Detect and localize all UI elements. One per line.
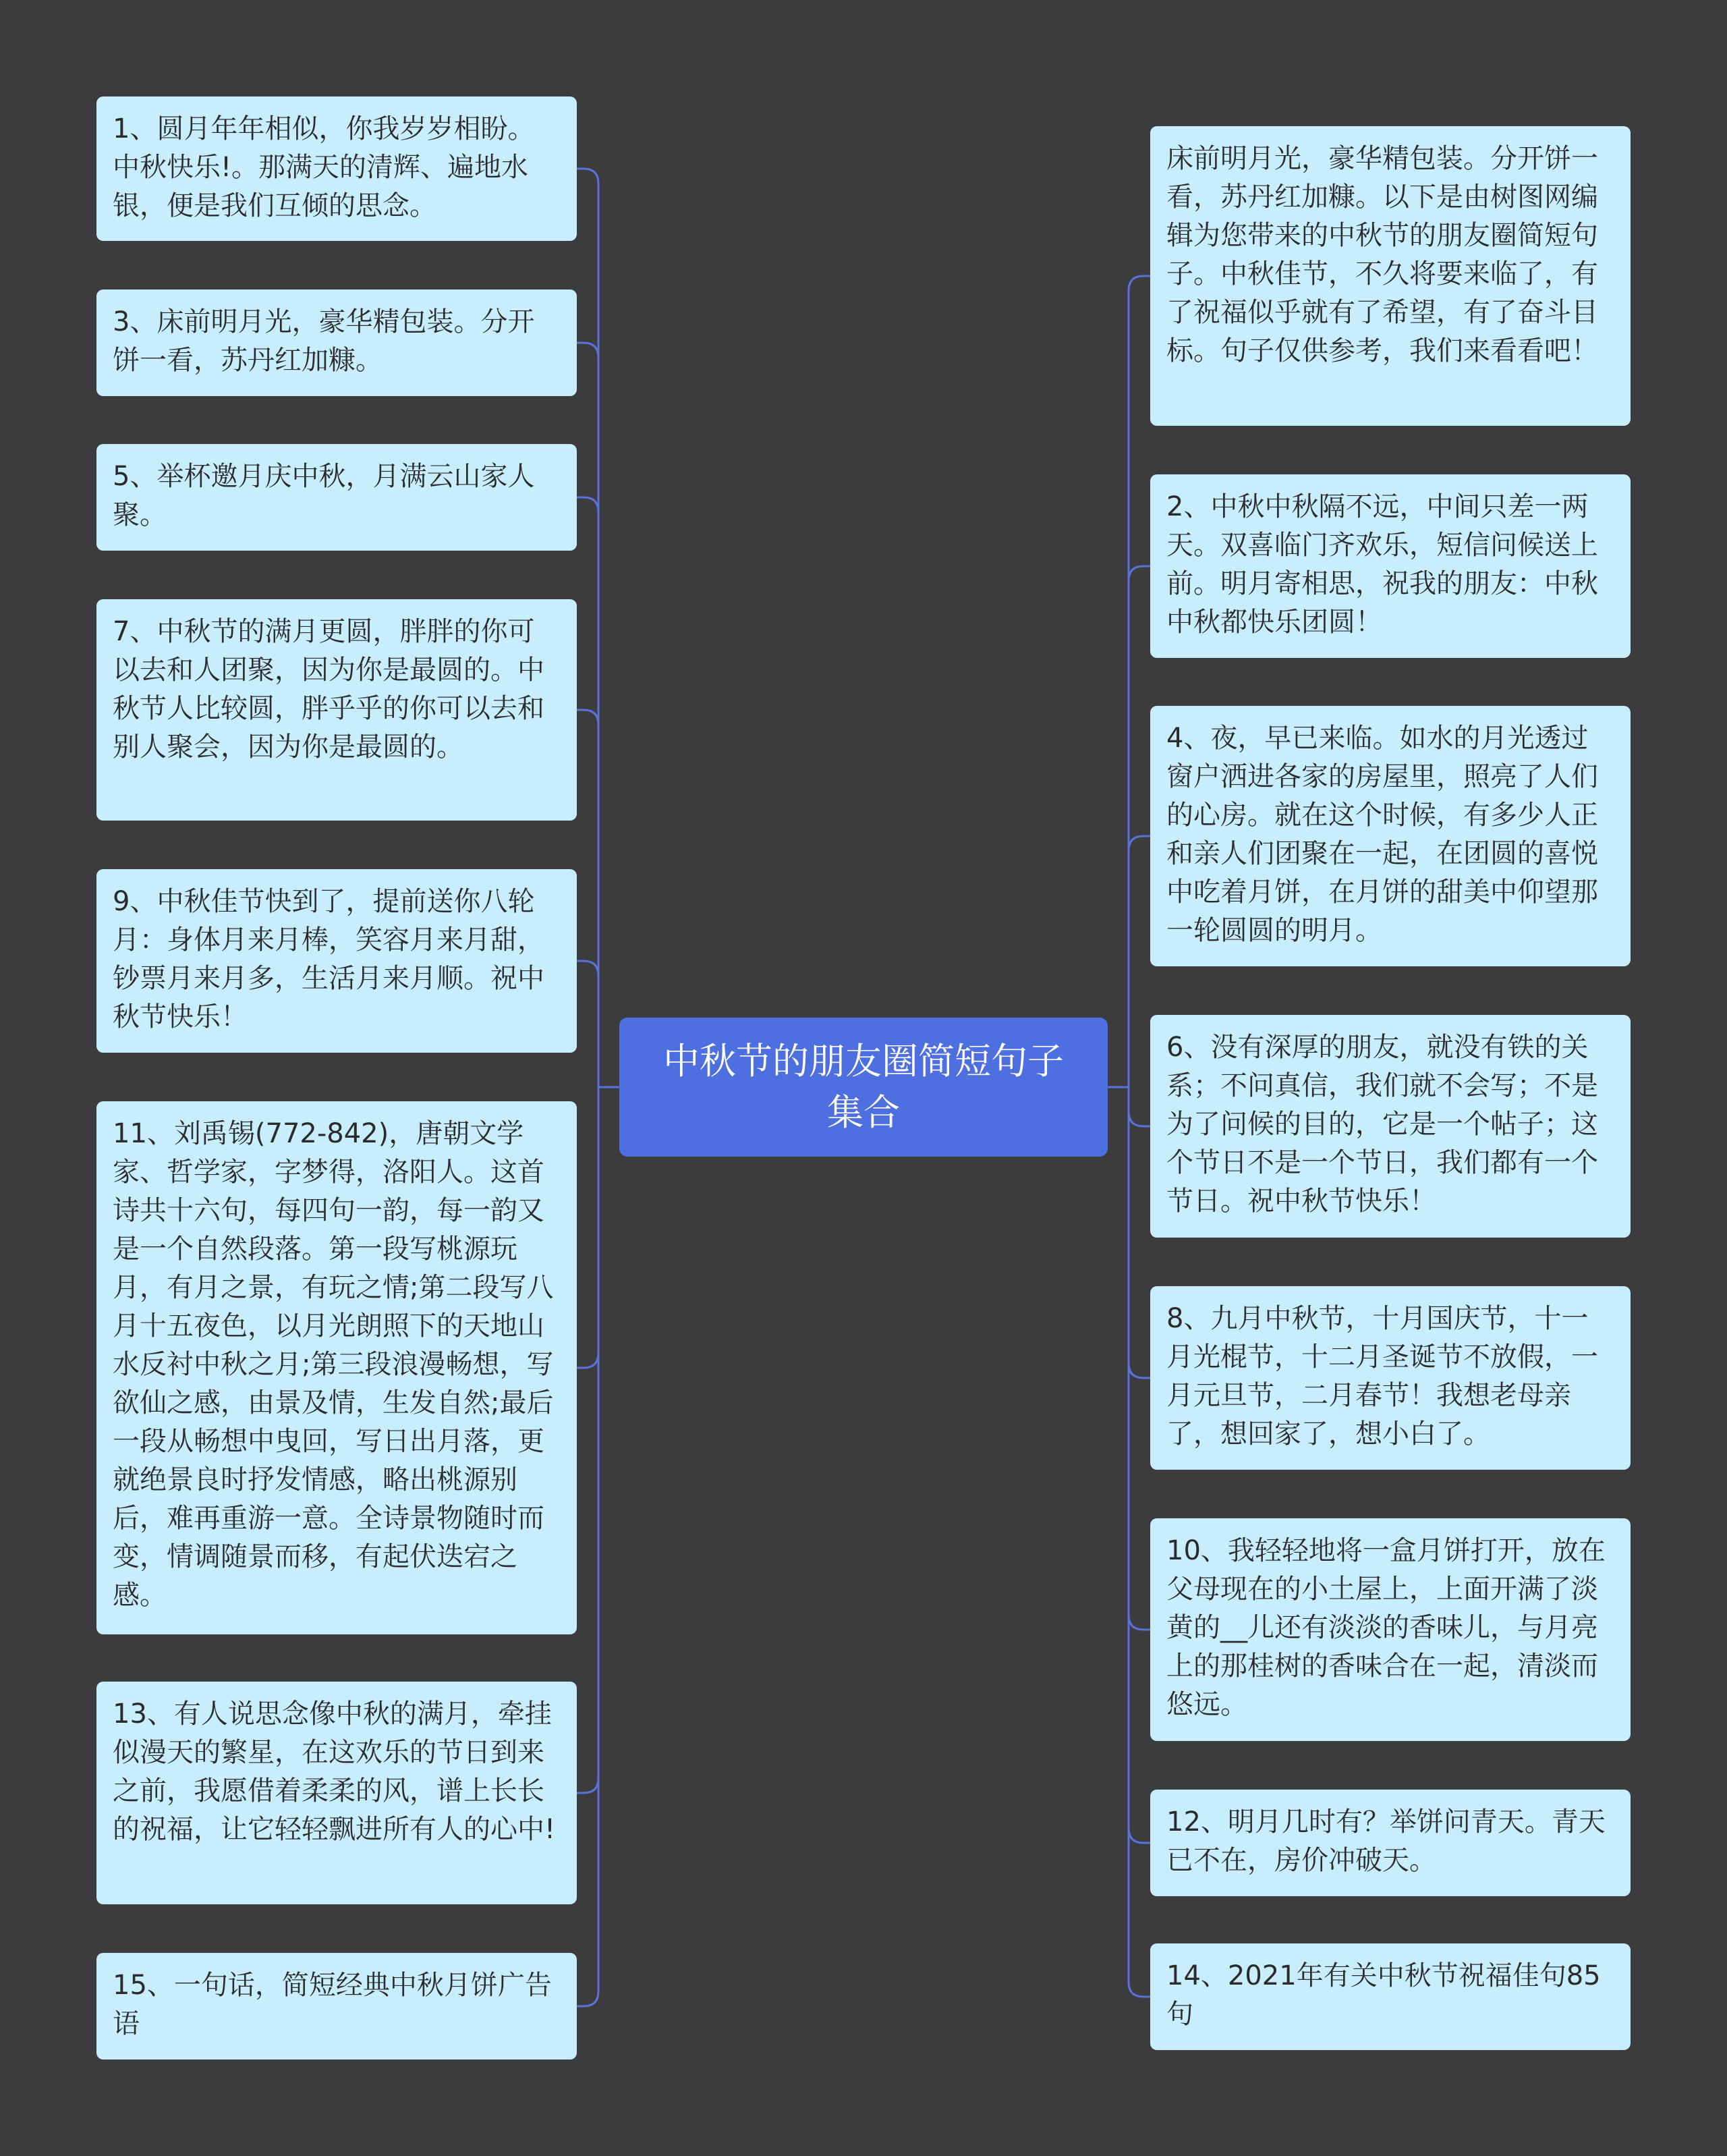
node-text: 14、2021年有关中秋节祝福佳句85句 xyxy=(1166,1960,1601,2030)
connector-left-2 xyxy=(577,497,598,1087)
node-text: 4、夜，早已来临。如水的月光透过窗户洒进各家的房屋里，照亮了人们的心房。就在这个时候，有多少人正和亲人们团聚在一起，在团圆的喜悦中吃着月饼，在月饼的甜美中仰望那一轮圆圆的明月。 xyxy=(1166,723,1598,946)
connector-right-7 xyxy=(1129,1087,1150,1997)
left-node-3[interactable] xyxy=(96,289,577,396)
right-node-intro[interactable] xyxy=(1150,126,1631,426)
node-text: 3、床前明月光，豪华精包装。分开饼一看，苏丹红加糠。 xyxy=(113,306,535,376)
node-text: 6、没有深厚的朋友，就没有铁的关系；不问真信，我们就不会写；不是为了问候的目的，它是一个帖子；这个节日不是一个节日，我们都有一个节日。祝中秋节快乐！ xyxy=(1166,1032,1598,1217)
left-node-11[interactable] xyxy=(96,1101,577,1634)
connector-right-4 xyxy=(1129,1087,1150,1378)
connector-right-1 xyxy=(1129,566,1150,1087)
left-node-1[interactable] xyxy=(96,96,577,241)
central-topic[interactable] xyxy=(619,1018,1108,1157)
right-node-2[interactable] xyxy=(1150,474,1631,658)
connector-left-7 xyxy=(577,1087,598,2006)
left-node-9[interactable] xyxy=(96,869,577,1053)
node-text: 9、中秋佳节快到了，提前送你八轮月：身体月来月棒，笑容月来月甜，钞票月来月多，生活月来月顺。祝中秋节快乐！ xyxy=(113,886,544,1032)
right-node-8[interactable] xyxy=(1150,1286,1631,1470)
node-text: 5、举杯邀月庆中秋，月满云山家人聚。 xyxy=(113,461,535,530)
connector-right-2 xyxy=(1129,836,1150,1087)
connector-left-6 xyxy=(577,1087,598,1793)
node-text: 1、圆月年年相似，你我岁岁相盼。中秋快乐!。那满天的清辉、遍地水银，便是我们互倾的思念。 xyxy=(113,113,535,221)
node-text: 12、明月几时有？举饼问青天。青天已不在，房价冲破天。 xyxy=(1166,1806,1606,1876)
connector-left-5 xyxy=(577,1087,598,1368)
connector-right-0 xyxy=(1129,276,1150,1087)
connector-left-4 xyxy=(577,961,598,1087)
connector-left-3 xyxy=(577,710,598,1087)
left-node-13[interactable] xyxy=(96,1682,577,1904)
connector-right-5 xyxy=(1129,1087,1150,1630)
node-text: 15、一句话，简短经典中秋月饼广告语 xyxy=(113,1970,552,2039)
node-text: 7、中秋节的满月更圆，胖胖的你可以去和人团聚，因为你是最圆的。中秋节人比较圆，胖乎乎的你可以去和别人聚会，因为你是最圆的。 xyxy=(113,616,544,763)
right-node-12[interactable] xyxy=(1150,1790,1631,1896)
connector-right-3 xyxy=(1129,1087,1150,1126)
connector-left-0 xyxy=(577,169,598,1087)
right-node-4[interactable] xyxy=(1150,706,1631,966)
right-node-10[interactable] xyxy=(1150,1518,1631,1741)
node-text: 床前明月光，豪华精包装。分开饼一看，苏丹红加糠。以下是由树图网编辑为您带来的中秋节的朋友圈简短句子。中秋佳节，不久将要来临了，有了祝福似乎就有了希望，有了奋斗目标。句子仅供参考，我们来看看吧！ xyxy=(1166,143,1598,366)
left-node-7[interactable] xyxy=(96,599,577,821)
right-node-14[interactable] xyxy=(1150,1943,1631,2050)
left-node-15[interactable] xyxy=(96,1953,577,2060)
left-node-5[interactable] xyxy=(96,444,577,551)
central-topic-label: 中秋节的朋友圈简短句子集合 xyxy=(663,1040,1064,1134)
node-text: 13、有人说思念像中秋的满月，牵挂似漫天的繁星，在这欢乐的节日到来之前，我愿借着柔柔的风，谱上长长的祝福，让它轻轻飘进所有人的心中! xyxy=(113,1698,556,1845)
node-text: 11、刘禹锡(772-842)，唐朝文学家、哲学家，字梦得，洛阳人。这首诗共十六句，每四句一韵，每一韵又是一个自然段落。第一段写桃源玩月，有月之景，有玩之情;第二段写八月十五夜色，以月光朗照下的天地山水反衬中秋之月;第三段浪漫畅想，写欲仙之感，由景及情，生发自然;最后一段从畅想中曳回，写日出月落，更就绝景良时抒发情感，略出桃源别后，难再重游一意。全诗景物随时而变，情调随景而移，有起伏迭宕之感。 xyxy=(113,1118,554,1611)
right-node-6[interactable] xyxy=(1150,1015,1631,1238)
node-text: 2、中秋中秋隔不远，中间只差一两天。双喜临门齐欢乐，短信问候送上前。明月寄相思，祝我的朋友：中秋中秋都快乐团圆！ xyxy=(1166,491,1598,638)
node-text: 8、九月中秋节，十月国庆节，十一月光棍节，十二月圣诞节不放假，一月元旦节，二月春节！我想老母亲了，想回家了，想小白了。 xyxy=(1166,1303,1598,1449)
node-text: 10、我轻轻地将一盒月饼打开，放在父母现在的小土屋上，上面开满了淡黄的__儿还有淡淡的香味儿，与月亮上的那桂树的香味合在一起，清淡而悠远。 xyxy=(1166,1535,1606,1720)
connector-right-6 xyxy=(1129,1087,1150,1843)
